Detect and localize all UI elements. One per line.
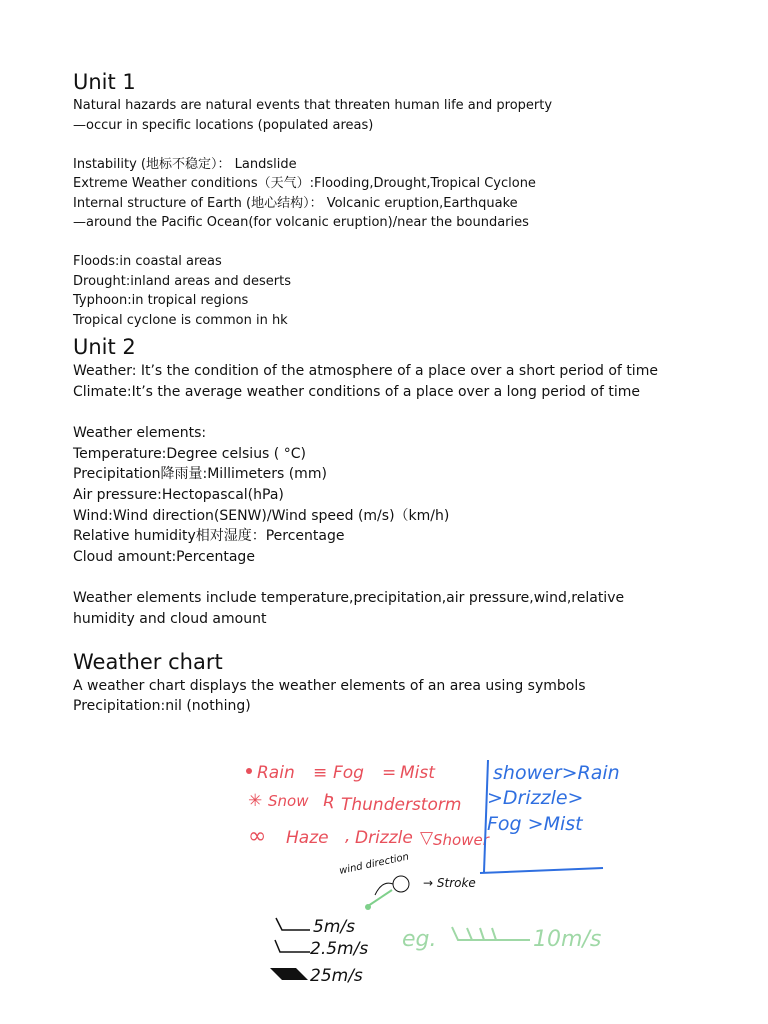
green-barb-feather-3 — [492, 928, 496, 940]
text-line: Instability (地标不稳定）： Landslide — [73, 156, 297, 172]
green-barb-feather-2 — [480, 928, 484, 940]
speed-5ms: 5m/s — [313, 917, 355, 937]
wind-barbs — [275, 918, 310, 952]
rain-dot-icon — [246, 768, 252, 774]
weather-chart-title: Weather chart — [73, 649, 223, 674]
barb-2-5ms-icon — [275, 940, 310, 952]
green-barb-icon — [452, 927, 530, 940]
red-rain: Rain — [257, 763, 295, 783]
text-line: Floods:in coastal areas — [73, 254, 222, 269]
text-line: Weather elements: — [73, 425, 207, 442]
unit2-title: Unit 2 — [73, 335, 136, 359]
barb-5ms-icon — [276, 918, 310, 930]
green-barb-main — [452, 927, 530, 940]
text-line: Climate:It’s the average weather conditions of a place over a long period of time — [73, 383, 640, 400]
wind-arrow-icon — [375, 876, 409, 895]
blue-box-bottom-line — [480, 868, 603, 873]
text-line: Extreme Weather conditions（天气）:Flooding,Drought,Tropical Cyclone — [73, 176, 536, 191]
text-line: Typhoon:in tropical regions — [73, 293, 249, 308]
text-line: humidity and cloud amount — [73, 610, 267, 627]
drizzle-symbol: ‚ — [345, 826, 351, 846]
text-line: Drought:inland areas and deserts — [73, 273, 292, 289]
speed-25ms: 25m/s — [310, 966, 363, 986]
red-drizzle: Drizzle — [355, 828, 413, 848]
text-line: Cloud amount:Percentage — [73, 548, 255, 565]
text-line: —around the Pacific Ocean(for volcanic eruption)/near the boundaries — [73, 215, 529, 230]
text-line: A weather chart displays the weather elements of an area using symbols — [73, 677, 586, 694]
wind-arrow-curve — [375, 883, 393, 895]
text-line: Internal structure of Earth (地心结构）： Volcanic eruption,Earthquake — [73, 195, 518, 211]
fog-symbol: ≡ — [313, 763, 328, 783]
text-line: —occur in specific locations (populated areas) — [73, 117, 374, 133]
text-line: Temperature:Degree celsius ( °C) — [73, 445, 306, 462]
station-circle — [393, 876, 409, 892]
text-line: Weather elements include temperature,precipitation,air pressure,wind,relative — [73, 590, 625, 607]
wind-direction-label: wind direction — [338, 851, 410, 877]
stroke-label: → Stroke — [423, 876, 476, 890]
speed-2-5ms: 2.5m/s — [310, 939, 369, 959]
green-example-speed: 10m/s — [533, 927, 602, 952]
thunderstorm-symbol: Ʀ — [323, 791, 335, 811]
mist-symbol: = — [382, 763, 397, 783]
text-line: Weather: It’s the condition of the atmosphere of a place over a short period of time — [73, 363, 658, 379]
text-line: Natural hazards are natural events that threaten human life and property — [73, 98, 553, 113]
barb-25ms-icon — [270, 968, 308, 980]
red-fog: Fog — [333, 763, 364, 783]
green-example: eg. — [402, 927, 437, 952]
red-haze: Haze — [286, 828, 329, 848]
red-snow: Snow — [268, 792, 309, 810]
text-line: Air pressure:Hectopascal(hPa) — [73, 486, 284, 503]
haze-symbol: ∞ — [248, 824, 267, 849]
text-line: Precipitation降雨量:Millimeters (mm) — [73, 466, 327, 483]
red-shower: Shower — [433, 831, 489, 849]
text-line: Tropical cyclone is common in hk — [73, 312, 288, 328]
text-line: Relative humidity相对湿度：Percentage — [73, 528, 345, 545]
shower-symbol: ▽ — [420, 828, 434, 848]
blue-line-1: shower>Rain — [493, 762, 620, 784]
red-thunderstorm: Thunderstorm — [341, 795, 462, 815]
text-line: Wind:Wind direction(SENW)/Wind speed (m/s)（km/h) — [73, 507, 450, 524]
green-barb-feather-1 — [467, 928, 472, 940]
unit1-title: Unit 1 — [73, 70, 136, 94]
blue-line-2: >Drizzle> — [487, 787, 584, 809]
red-mist: Mist — [400, 763, 435, 783]
snow-symbol: ✳ — [248, 791, 263, 811]
text-line: Precipitation:nil (nothing) — [73, 698, 251, 715]
green-dot — [365, 904, 371, 910]
blue-line-3: Fog >Mist — [487, 813, 583, 835]
green-stroke-line — [368, 890, 392, 906]
